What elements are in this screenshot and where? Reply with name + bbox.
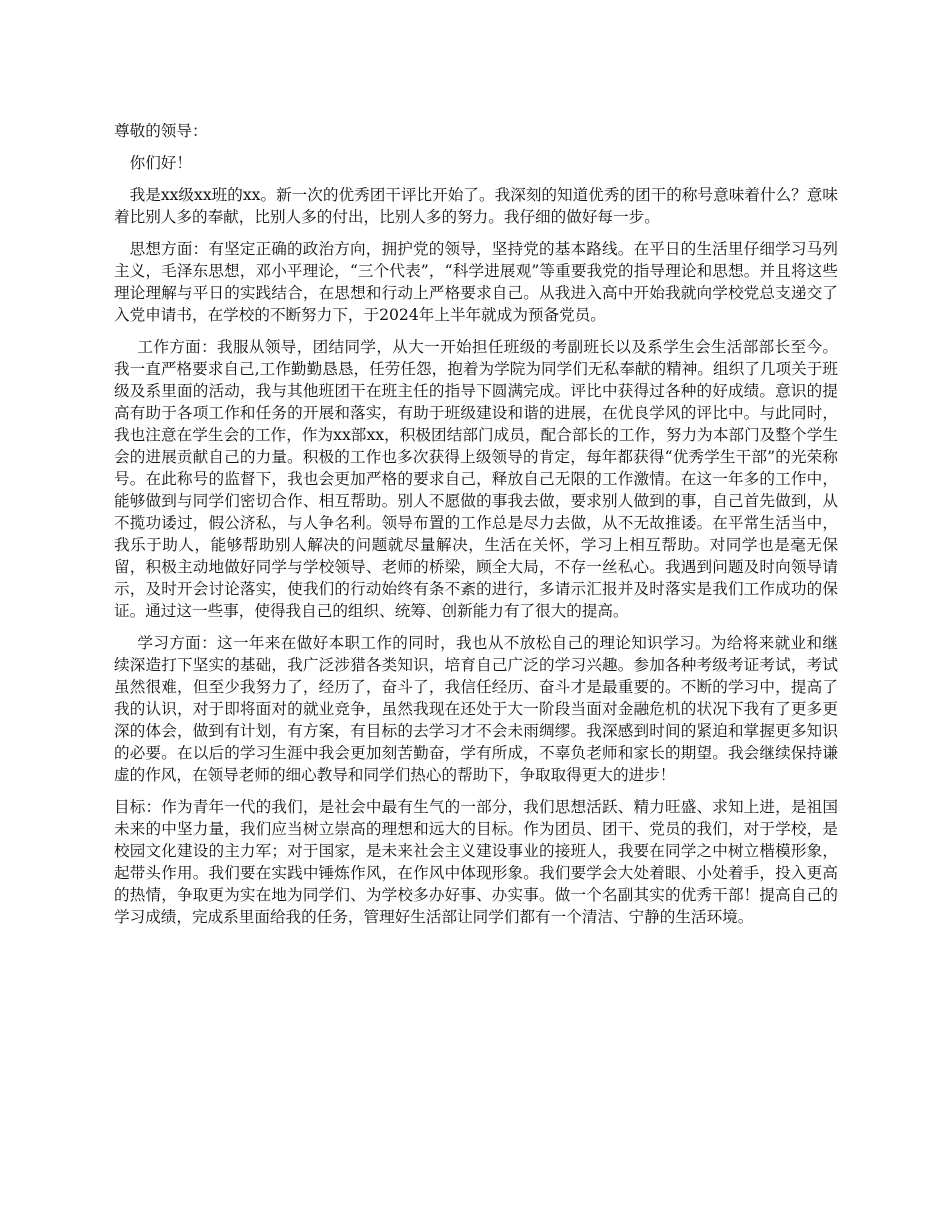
work-paragraph: 工作方面：我服从领导，团结同学，从大一开始担任班级的考副班长以及系学生会生活部部长至今。我一直严格要求自己,工作勤勤恳恳，任劳任怨，抱着为学院为同学们无私奉献的精神。组织了几项关于班级及系里面的活动，我与其他班团干在班主任的指导下圆满完成。评比中获得过各种的好成绩。意识的提高有助于各项工作和任务的开展和落实，有助于班级建设和谐的进展，在优良学风的评比中。与此同时，我也注意在学生会的工作，作为xx部xx，积极团结部门成员，配合部长的工作，努力为本部门及整个学生会的进展贡献自己的力量。积极的工作也多次获得上级领导的肯定，每年都获得“优秀学生干部”的光荣称号。在此称号的监督下，我也会更加严格的要求自己，释放自己无限的工作激情。在这一年多的工作中，能够做到与同学们密切合作、相互帮助。别人不愿做的事我去做，要求别人做到的事，自己首先做到，从不揽功诿过，假公济私，与人争名利。领导布置的工作总是尽力去做，从不无故推诿。在平常生活当中，我乐于助人，能够帮助别人解决的问题就尽量解决，生活在关怀，学习上相互帮助。对同学也是毫无保留，积极主动地做好同学与学校领导、老师的桥梁，顾全大局，不存一丝私心。我遇到问题及时向领导请示，及时开会讨论落实，使我们的行动始终有条不紊的进行，多请示汇报并及时落实是我们工作成功的保证。通过这一些事，使得我自己的组织、统筹、创新能力有了很大的提高。 bbox=[114, 338, 838, 620]
document-page bbox=[114, 120, 838, 938]
intro-paragraph: 我是xx级xx班的xx。新一次的优秀团干评比开始了。我深刻的知道优秀的团干的称号意味着什么？意味着比别人多的奉献，比别人多的付出，比别人多的努力。我仔细的做好每一步。 bbox=[114, 186, 838, 226]
salutation: 尊敬的领导： bbox=[114, 122, 208, 140]
study-paragraph: 学习方面：这一年来在做好本职工作的同时，我也从不放松自己的理论知识学习。为给将来就业和继续深造打下坚实的基础，我广泛涉猎各类知识，培育自己广泛的学习兴趣。参加各种考级考证考试，考试虽然很难，但至少我努力了，经历了，奋斗了，我信任经历、奋斗才是最重要的。不断的学习中，提高了我的认识，对于即将面对的就业竞争，虽然我现在还处于大一阶段当面对金融危机的状况下我有了更多更深的体会，做到有计划，有方案，有目标的去学习才不会未雨绸缪。我深感到时间的紧迫和掌握更多知识的必要。在以后的学习生涯中我会更加刻苦勤奋，学有所成，不辜负老师和家长的期望。我会继续保持谦虚的作风，在领导老师的细心教导和同学们热心的帮助下，争取取得更大的进步！ bbox=[114, 634, 838, 784]
ideology-paragraph: 思想方面：有坚定正确的政治方向，拥护党的领导，坚持党的基本路线。在平日的生活里仔细学习马列主义，毛泽东思想，邓小平理论，“三个代表”，“科学进展观”等重要我党的指导理论和思想。并且将这些理论理解与平日的实践结合，在思想和行动上严格要求自己。从我进入高中开始我就向学校党总支递交了入党申请书，在学校的不断努力下，于2024年上半年就成为预备党员。 bbox=[114, 240, 838, 324]
greeting-line: 你们好！ bbox=[129, 154, 192, 172]
goal-paragraph: 目标：作为青年一代的我们，是社会中最有生气的一部分，我们思想活跃、精力旺盛、求知上进，是祖国未来的中坚力量，我们应当树立崇高的理想和远大的目标。作为团员、团干、党员的我们，对于学校，是校园文化建设的主力军；对于国家，是未来社会主义建设事业的接班人，我要在同学之中树立楷模形象，起带头作用。我们要在实践中锤炼作风，在作风中体现形象。我们要学会大处着眼、小处着手，投入更高的热情，争取更为实在地为同学们、为学校多办好事、办实事。做一个名副其实的优秀干部！提高自己的学习成绩，完成系里面给我的任务，管理好生活部让同学们都有一个清洁、宁静的生活环境。 bbox=[114, 798, 838, 926]
